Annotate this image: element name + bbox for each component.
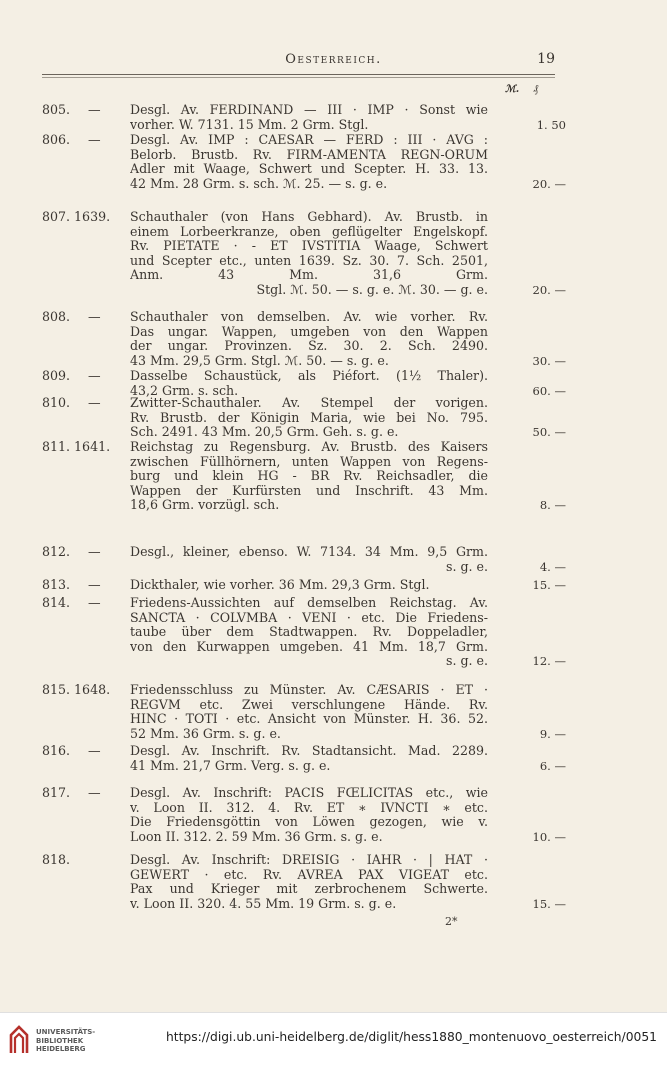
library-name-line: HEIDELBERG: [36, 1045, 86, 1053]
entry-line: Rv. PIETATE · - ET IVSTITIA Waage, Schwert: [130, 239, 488, 254]
entry-description: [130, 578, 488, 593]
entry-description: [130, 786, 488, 844]
entry-line: GEWERT · etc. Rv. AVREA PAX VIGEAT etc.: [130, 867, 488, 882]
entry-line: s. g. e.: [446, 654, 488, 669]
entry-price: 9. —: [539, 726, 566, 741]
library-name: [36, 1028, 95, 1054]
entry-line: Schauthaler (von Hans Gebhard). Av. Brustb. in: [130, 210, 488, 224]
entry-number: 811. 1641.: [42, 439, 111, 454]
entry-description: [130, 744, 488, 773]
entry-price: 50. —: [532, 425, 566, 440]
entry-number: 815. 1648.: [42, 682, 111, 697]
entry-line: Friedensschluss zu Münster. Av. CÆSARIS · ET ·: [130, 683, 488, 697]
entry-number: 807. 1639.: [42, 209, 111, 224]
entry-line: HINC · TOTI · etc. Ansicht von Münster. H. 36. 52.: [130, 712, 488, 727]
entry-description: [130, 440, 488, 513]
entry-price: 6. —: [539, 758, 566, 773]
entry-line: Sch. 2491. 43 Mm. 20,5 Grm. Geh. s. g. e.: [130, 425, 399, 440]
entry-line: Belorb. Brustb. Rv. FIRM-AMENTA REGN-ORUM: [130, 147, 488, 162]
entry-number: 806.: [42, 132, 71, 147]
entry-line: Desgl. Av. Inschrift: DREISIG · IAHR · | HAT ·: [130, 853, 488, 867]
entry-line: vorher. W. 7131. 15 Mm. 2 Grm. Stgl.: [130, 117, 369, 132]
entry-description: [130, 210, 488, 298]
entry-line: Adler mit Waage, Schwert und Scepter. H. 33. 13.: [130, 162, 488, 177]
entry-line: 18,6 Grm. vorzügl. sch.: [130, 498, 280, 513]
entry-line: Desgl. Av. Inschrift. Rv. Stadtansicht. Mad. 2289.: [130, 744, 488, 758]
entry-number: 805.: [42, 102, 71, 117]
entry-year: —: [88, 368, 101, 383]
entry-line: s. g. e.: [446, 559, 488, 574]
entry-line: Schauthaler von demselben. Av. wie vorher. Rv.: [130, 310, 488, 324]
entry-line: 43 Mm. 29,5 Grm. Stgl. ℳ. 50. — s. g. e.: [130, 353, 389, 368]
entry-line: Friedens-Aussichten auf demselben Reichstag. Av.: [130, 596, 488, 610]
entry-line: der ungar. Provinzen. Sz. 30. 2. Sch. 2490.: [130, 339, 488, 354]
entry-description: [130, 369, 488, 398]
page-number: 19: [537, 51, 555, 67]
page-title: Oesterreich.: [285, 52, 382, 67]
entry-year: —: [88, 395, 101, 410]
library-name-line: BIBLIOTHEK: [36, 1036, 84, 1045]
entry-price: 4. —: [539, 559, 566, 574]
entry-price: 10. —: [532, 829, 566, 844]
entry-year: —: [88, 132, 101, 147]
entry-description: [130, 545, 488, 574]
entry-year: —: [88, 544, 101, 559]
entry-line: Wappen der Kurfürsten und Inschrift. 43 Mm.: [130, 483, 488, 498]
entry-line: Desgl. Av. FERDINAND — III · IMP · Sonst wie: [130, 103, 488, 117]
entry-number: 817.: [42, 785, 71, 800]
entry-line: und Scepter etc., unten 1639. Sz. 30. 7. Sch. 2501,: [130, 253, 488, 268]
entry-number: 814.: [42, 595, 71, 610]
entry-line: Desgl., kleiner, ebenso. W. 7134. 34 Mm. 9,5 Grm.: [130, 545, 488, 559]
signature-mark: 2*: [445, 915, 458, 928]
university-logo-icon[interactable]: [8, 1023, 30, 1057]
entry-line: 43,2 Grm. s. sch.: [130, 383, 239, 398]
entry-year: —: [88, 743, 101, 758]
entry-price: 15. —: [532, 578, 566, 592]
entry-price: 12. —: [532, 654, 566, 669]
entry-number: 818.: [42, 852, 71, 867]
entry-description: [130, 683, 488, 741]
entry-price: 30. —: [532, 353, 566, 368]
entry-price: 8. —: [539, 498, 566, 513]
entry-number: 812.: [42, 544, 71, 559]
entry-description: [130, 310, 488, 368]
entry-line: Dickthaler, wie vorher. 36 Mm. 29,3 Grm. Stgl.: [130, 578, 430, 592]
entry-line: 41 Mm. 21,7 Grm. Verg. s. g. e.: [130, 758, 331, 773]
entry-year: —: [88, 577, 101, 592]
entry-line: Loon II. 312. 2. 59 Mm. 36 Grm. s. g. e.: [130, 829, 383, 844]
entry-year: —: [88, 785, 101, 800]
entry-description: [130, 396, 488, 440]
entry-year: —: [88, 309, 101, 324]
entry-line: Anm. 43 Mm. 31,6 Grm.: [130, 268, 488, 283]
entry-year: —: [88, 595, 101, 610]
entry-line: Stgl. ℳ. 50. — s. g. e. ℳ. 30. — g. e.: [256, 282, 488, 297]
entry-number: 810.: [42, 395, 71, 410]
entry-line: SANCTA · COLVMBA · VENI · etc. Die Friedens-: [130, 610, 488, 625]
entry-year: —: [88, 102, 101, 117]
entry-number: 816.: [42, 743, 71, 758]
entry-line: Das ungar. Wappen, umgeben von den Wappen: [130, 324, 488, 339]
entry-line: Desgl. Av. IMP : CAESAR — FERD : III · AVG :: [130, 133, 488, 147]
entry-price: 20. —: [532, 176, 566, 191]
entry-number: 813.: [42, 577, 71, 592]
entry-line: Die Friedensgöttin von Löwen gezogen, wie v.: [130, 815, 488, 830]
entry-price: 60. —: [532, 383, 566, 398]
currency-header: [505, 84, 565, 95]
entry-line: von den Kurwappen umgeben. 41 Mm. 18,7 Grm.: [130, 639, 488, 654]
entry-line: v. Loon II. 320. 4. 55 Mm. 19 Grm. s. g. e.: [130, 896, 397, 911]
entry-price: 15. —: [532, 896, 566, 911]
entry-line: 52 Mm. 36 Grm. s. g. e.: [130, 726, 281, 741]
entry-price: 20. —: [532, 283, 566, 297]
entry-number: 808.: [42, 309, 71, 324]
entry-line: Dasselbe Schaustück, als Piéfort. (1½ Thaler).: [130, 369, 488, 383]
viewer-footer: [0, 1012, 667, 1068]
entry-description: [130, 596, 488, 669]
entry-line: 42 Mm. 28 Grm. s. sch. ℳ. 25. — s. g. e.: [130, 176, 388, 191]
entry-line: Reichstag zu Regensburg. Av. Brustb. des Kaisers: [130, 440, 488, 454]
entry-line: REGVM etc. Zwei verschlungene Hände. Rv.: [130, 697, 488, 712]
permalink-url[interactable]: https://digi.ub.uni-heidelberg.de/diglit/hess1880_montenuovo_oesterreich/0051: [165, 1030, 657, 1044]
header-rule-thin: [42, 77, 555, 78]
entry-price: 1. 50: [536, 117, 566, 132]
entry-description: [130, 133, 488, 191]
mark-label: ℳ.: [505, 84, 520, 95]
header-rule: [42, 74, 555, 75]
entry-description: [130, 103, 488, 132]
library-name-line: UNIVERSITÄTS-: [36, 1028, 96, 1036]
entry-line: taube über dem Stadtwappen. Rv. Doppeladler,: [130, 625, 488, 640]
entry-line: Pax und Krieger mit zerbrochenem Schwerte.: [130, 882, 488, 897]
entry-line: einem Lorbeerkranze, oben geflügelter Engelskopf.: [130, 224, 488, 239]
pfennig-label: ₰: [533, 84, 539, 95]
entry-line: Desgl. Av. Inschrift: PACIS FŒLICITAS etc., wie: [130, 786, 488, 800]
entry-description: [130, 853, 488, 911]
entry-line: Zwitter-Schauthaler. Av. Stempel der vorigen.: [130, 396, 488, 410]
entry-number: 809.: [42, 368, 71, 383]
entry-line: Rv. Brustb. der Königin Maria, wie bei No. 795.: [130, 410, 488, 425]
entry-line: v. Loon II. 312. 4. Rv. ET ∗ IVNCTI ∗ etc.: [130, 800, 488, 815]
entry-line: burg und klein HG - BR Rv. Reichsadler, die: [130, 469, 488, 484]
entry-line: zwischen Füllhörnern, unten Wappen von Regens-: [130, 454, 488, 469]
